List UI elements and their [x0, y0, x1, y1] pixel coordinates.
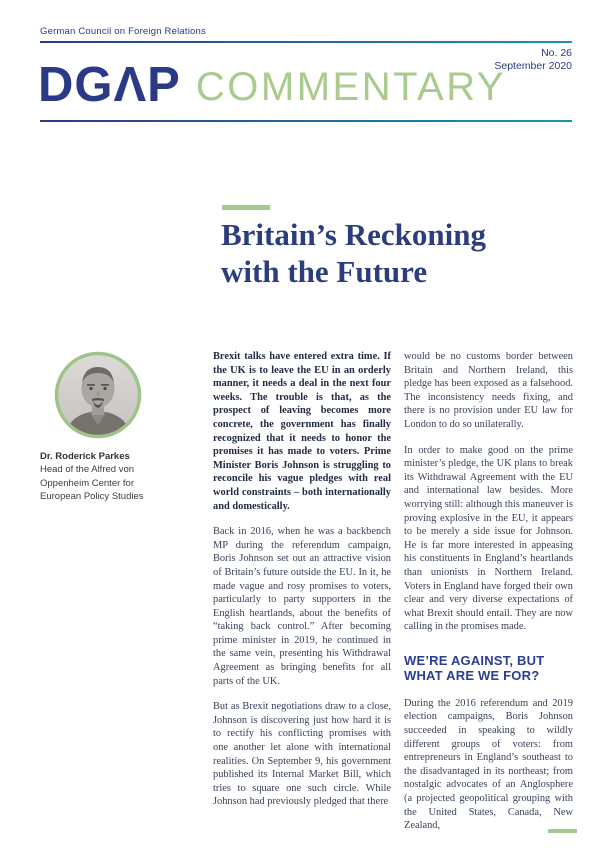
issue-number: No. 26: [541, 47, 572, 59]
column-1: [213, 350, 391, 838]
paragraph: would be no customs border between Britain and Northern Ireland, this pledge has been exposed as a falsehood. The inconsistency needs fixing, and there is no provision under EU law for London to do so unilaterally.: [404, 351, 573, 430]
series-label: COMMENTARY: [195, 65, 507, 109]
lead-paragraph: Brexit talks have entered extra time. If the UK is to leave the EU in an orderly manner, it needs a deal in the next four weeks. The trouble is that, as the prospect of leaving becomes more concrete, the government has finally recognized that it needs to honor the promises it has made to voters. Prime Minister Boris Johnson is struggling to reconcile his vague pledges with real world constraints – both internationally and domestically.: [213, 351, 391, 512]
paragraph: But as Brexit negotiations draw to a close, Johnson is discovering just how hard it is to rectify his conflicting promises with one another let alone with international realities. On September 9, his government published its Internal Market Bill, which tries to square one such circle. While Johnson had previously pledged that there: [213, 701, 391, 808]
page-title: [221, 216, 601, 290]
author-name: Dr. Roderick Parkes: [40, 451, 130, 462]
header-bottom-rule: [40, 120, 572, 122]
brand-row: [38, 58, 507, 112]
author-block: [40, 351, 175, 504]
header-top-rule: [40, 41, 572, 43]
dgap-logo: DGΛP: [38, 58, 181, 112]
paragraph: Back in 2016, when he was a backbench MP during the referendum campaign, Boris Johnson set out an attractive vision of Britain’s future outside the EU. In it, he made vague and rosy promises to voters, particularly to party supporters in the English heartlands, about the benefits of “taking back control.” After becoming prime minister in 2019, he continued in the same vein, presenting his Withdrawal Agreement as bringing benefits for all parts of the UK.: [213, 526, 391, 687]
paragraph: In order to make good on the prime minister’s pledge, the UK plans to break its Withdrawal Agreement with the EU and international law besides. More worrying still: although this maneuver is proving explosive in the EU, it appears to be merely a side issue for Johnson. He is far more interested in appeasing his constituents in England’s heartlands than unionists in Northern Ireland. Voters in England have forged their own clear and very diverse expectations of what Brexit should entail. They are now calling in the promises made.: [404, 444, 573, 633]
title-accent-dash: [222, 205, 270, 210]
page-title-line1: Britain’s Reckoning: [221, 217, 486, 252]
page-title-line2: with the Future: [221, 254, 428, 289]
author-photo: [54, 351, 142, 439]
org-name: German Council on Foreign Relations: [40, 26, 206, 37]
author-photo-image: [54, 351, 142, 439]
footer-accent-dash: [548, 829, 577, 833]
paragraph: During the 2016 referendum and 2019 election campaigns, Boris Johnson succeeded in speaking to wildly different groups of voters: from entrepreneurs in England’s southeast to the disadvantaged in its northeast; from nostalgic advocates of an Anglosphere (a projected geopolitical grouping with the United States, Canada, New Zealand,: [404, 697, 573, 832]
section-heading: WE’RE AGAINST, BUT WHAT ARE WE FOR?: [404, 652, 545, 684]
column-2: [404, 350, 573, 838]
author-role: Head of the Alfred von Oppenheim Center for European Policy Studies: [40, 464, 144, 502]
issue-date: September 2020: [494, 59, 572, 72]
article-body: [213, 350, 573, 838]
